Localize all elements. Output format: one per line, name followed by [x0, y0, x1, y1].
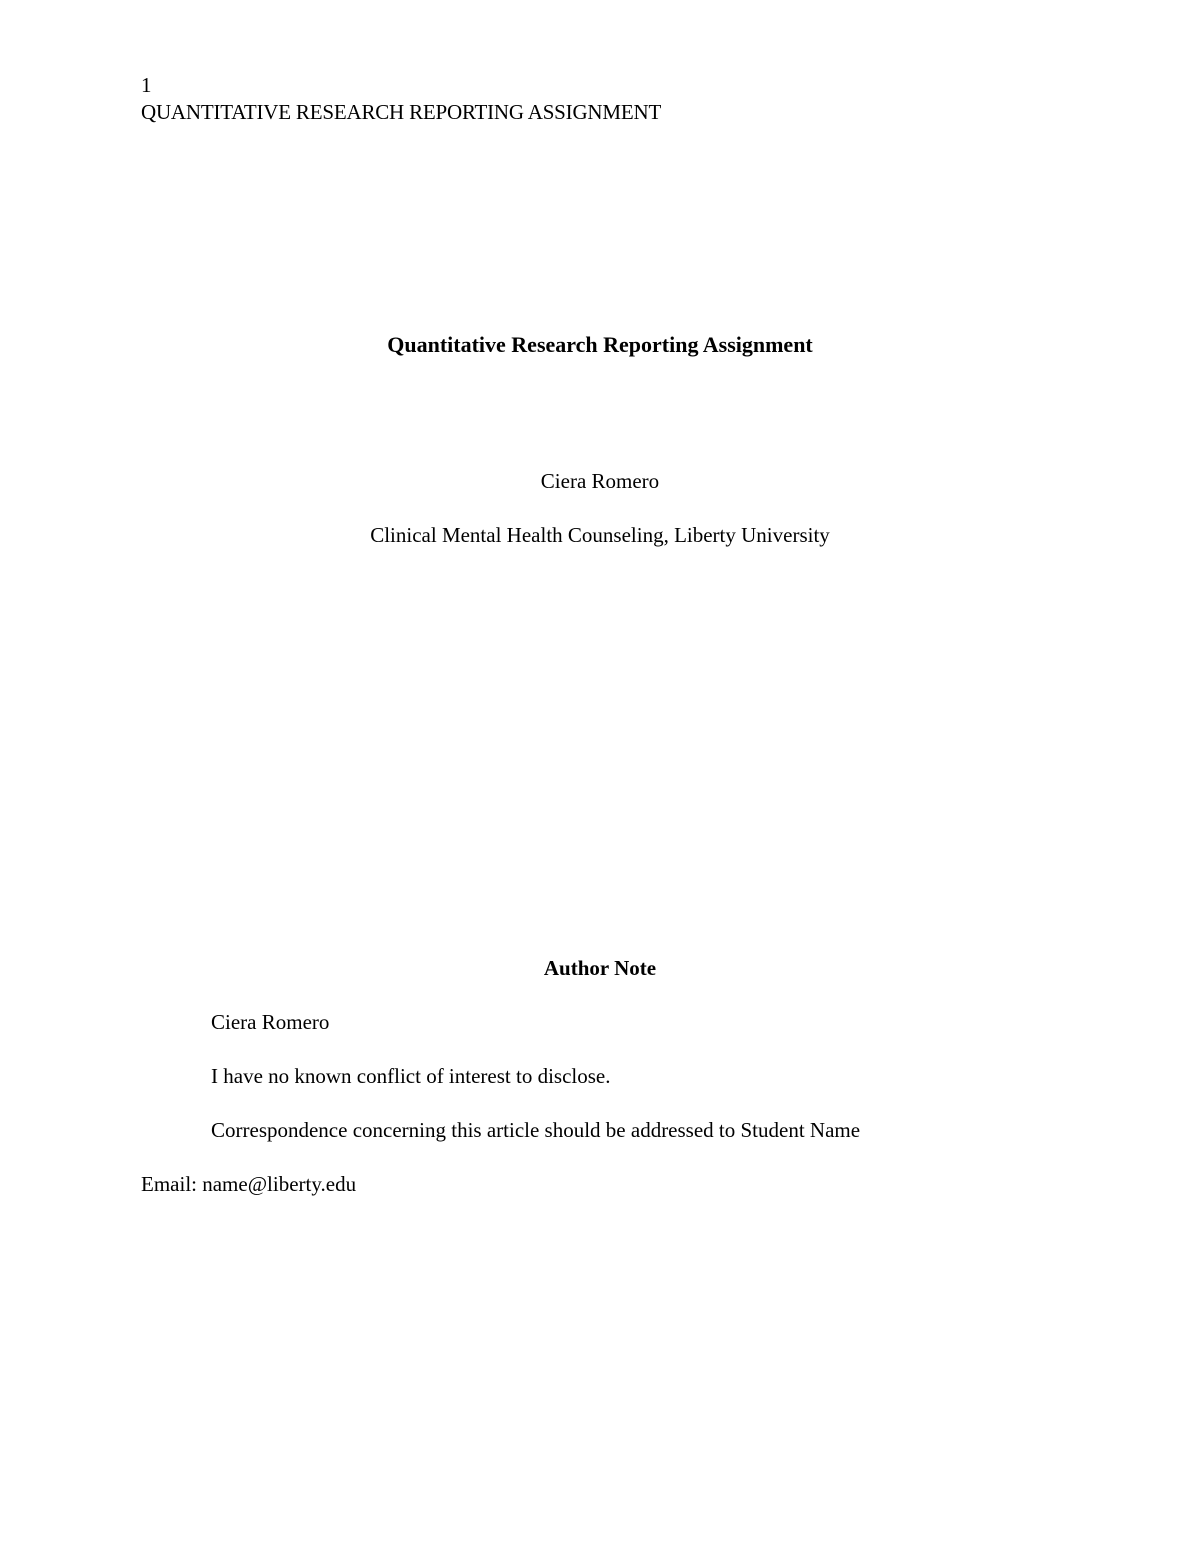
author-name: Ciera Romero — [540, 469, 660, 493]
paper-title: Quantitative Research Reporting Assignment — [387, 332, 813, 357]
author-note-correspondence: Correspondence concerning this article should be addressed to Student Name — [211, 1118, 861, 1142]
author-note-email: Email: name@liberty.edu — [141, 1172, 357, 1196]
author-note-conflict: I have no known conflict of interest to disclose. — [211, 1064, 611, 1088]
page-header — [141, 72, 661, 126]
author-note-heading: Author Note — [543, 956, 657, 980]
running-head: QUANTITATIVE RESEARCH REPORTING ASSIGNMENT — [141, 100, 662, 124]
page-number: 1 — [141, 73, 152, 97]
author-affiliation: Clinical Mental Health Counseling, Liberty University — [370, 523, 830, 547]
author-note-name: Ciera Romero — [211, 1010, 330, 1034]
